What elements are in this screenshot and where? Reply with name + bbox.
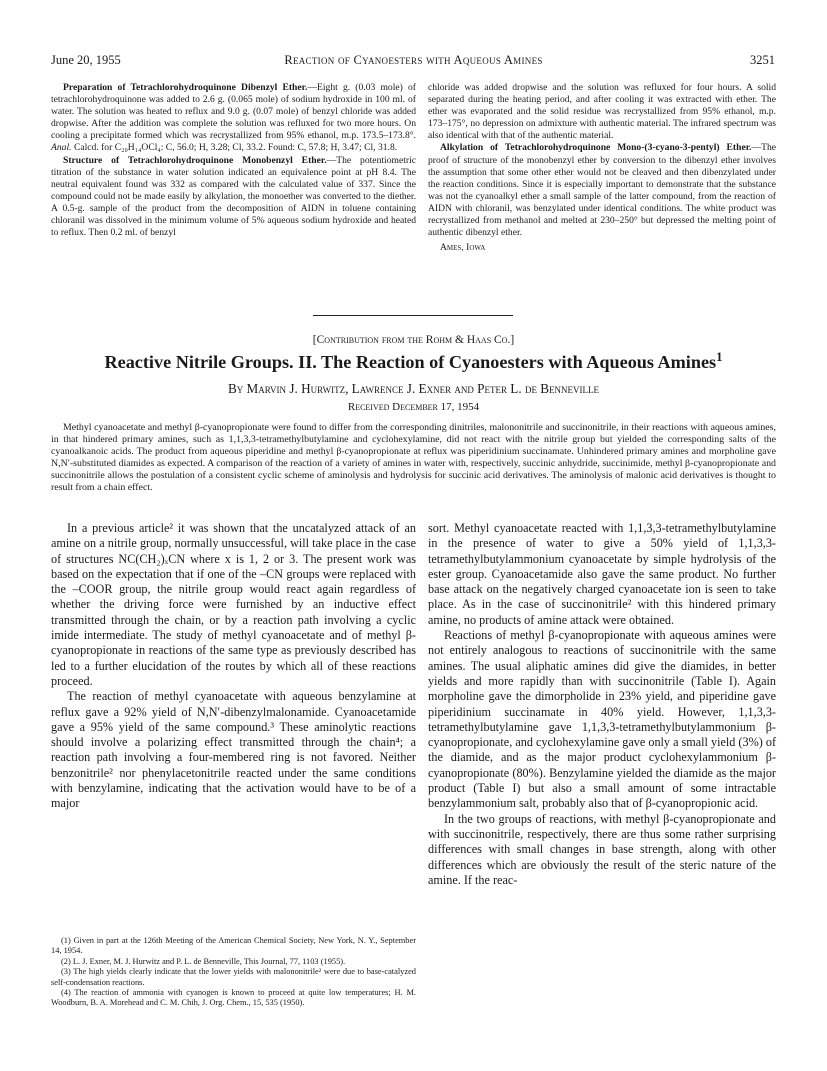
paragraph: Reactions of methyl β-cyanopropionate with aqueous amines were not entirely analogous to reactions of succinonitrile with the same amines. The usual aliphatic amines did give the diamides, in better yields and more rapidly than with succinonitrile (Table I). Again morpholine gave the dimorpholide in 23% yield, and piperidine gave piperidinium succinamate in 40% yield. However, 1,1,3,3-tetramethylbutylamine gave 1,1,3,3-tetramethylbutylammonium β-cyanopropionate, and cyclohexylamine gave only a small yield (3%) of the diamide, and as the major product cyclohexylammonium β-cyanopropionate (80%). Benzylamine yielded the diamide as the major product (Table I) but also a small amount of some intractable benzylammonium salt, probably also that of β-cyanopropionic acid.: [428, 628, 776, 811]
body-right-column: [428, 521, 776, 888]
top-left-column: [51, 82, 416, 239]
section-heading: Preparation of Tetrachlorohydroquinone Dibenzyl Ether.: [63, 82, 308, 93]
footnote: (2) L. J. Exner, M. J. Hurwitz and P. L. de Benneville, This Journal, 77, 1103 (1955).: [61, 956, 346, 966]
paragraph-text: —The potentiometric titration of the substance in water solution indicated an equivalence point at pH 8.4. The neutral equivalent found was 332 as compared with the calculated value of 337. Since the compound could not be made easily by alkylation, the monoether was converted to the diether. A 0.5-g. sample of the product from the decomposition of AIDN in toluene containing chloranil was dissolved in the minimum volume of 5% aqueous sodium hydroxide and heated to reflux. Then 0.2 ml. of benzyl: [51, 154, 416, 239]
section-heading: Structure of Tetrachlorohydroquinone Monobenzyl Ether.: [63, 154, 327, 166]
running-title: Reaction of Cyanoesters with Aqueous Amines: [284, 53, 543, 67]
abstract: [51, 422, 776, 494]
article-title: [0, 349, 827, 373]
page-number: 3251: [750, 53, 775, 67]
separator-rule: [313, 315, 513, 316]
title-text: Reactive Nitrile Groups. II. The Reaction of Cyanoesters with Aqueous Amines: [104, 352, 717, 372]
paragraph: chloride was added dropwise and the solution was refluxed for four hours. A solid separated during the heating period, and after cooling it was extracted with ether. The ether was evaporated and the solid residue was recrystallized from 95% ethanol, m.p. 173–175°, no depression on admixture with authentic material. The infrared spectrum was also identical with that of the authentic material.: [428, 82, 776, 142]
paragraph-text: —The proof of structure of the monobenzyl ether by conversion to the dibenzyl ether involves the assumption that some other ether would not be cleaved and then dibenzylated under the reaction conditions. Since it is especially important to demonstrate that the substance was not the cyanoalkyl ether a small sample of the latter compound, from the reaction of AIDN with chloranil, was benzylated under identical conditions. The white product was recrystallized from methanol and melted at 230–250° but depressed the melting point of authentic dibenzyl ether.: [428, 142, 776, 239]
paragraph-text: Calcd. for C₂₀H₁₄OCl₄: C, 56.0; H, 3.28; Cl, 33.2. Found: C, 57.8; H, 3.47; Cl, 31.8.: [73, 142, 398, 154]
footnotes: [51, 936, 416, 1009]
paragraph: [51, 155, 416, 240]
footnote: (3) The high yields clearly indicate that the lower yields with malononitrile² were due to base-catalyzed self-condensation reactions.: [51, 967, 416, 987]
paragraph: In a previous article² it was shown that the uncatalyzed attack of an amine on a nitrile group, normally unsuccessful, will take place in the case of structures NC(CH₂)ₓCN where x is 1, 2 or 3. The present work was based on the expectation that if one of the –CN groups were replaced with the –COOR group, the nitrile group would react again regardless of whether the driving force were furnished by an inductive effect transmitted through the chain, or by a reaction path involving a cyclic imide intermediate. The study of methyl cyanoacetate and of methyl β-cyanopropionate in reactions of the same type as previously described has led to a further elucidation of the routes by which all of these reactions proceed.: [51, 521, 416, 688]
anal-label: Anal.: [51, 142, 72, 154]
footnote: (1) Given in part at the 126th Meeting of the American Chemical Society, New York, N. Y., September 14, 1954.: [51, 936, 416, 956]
paragraph-text: —Eight g. (0.03 mole) of tetrachlorohydroquinone was added to 2.6 g. (0.065 mole) of sodium hydroxide in 100 ml. of water. The solution was heated to reflux and 9.0 g. (0.07 mole) of benzyl chloride was added dropwise. After the addition was complete the solution was refluxed for two more hours. On cooling a precipitate formed which was recrystallized from 95% ethanol, m.p. 173.5–173.8°.: [51, 82, 416, 142]
footnote: (4) The reaction of ammonia with cyanogen is known to proceed at quite low temperatures; H. M. Woodburn, B. A. Morehead and C. M. Chih, J. Org. Chem., 15, 535 (1950).: [51, 988, 416, 1008]
abstract-text: Methyl cyanoacetate and methyl β-cyanopropionate were found to differ from the corresponding dinitriles, malononitrile and succinonitrile, in their reactions with aqueous amines, in that hindered primary amines, such as 1,1,3,3-tetramethylbutylamine and cyclohexylamine, did not react with the nitrile group but yielded the corresponding salts of the cyanoalkanoic acids. The product from aqueous piperidine and methyl β-cyanopropionate at reflux was piperidinium succinamate. Unhindered primary amines and morpholine gave N,N′-substituted diamides as expected. A comparison of the reaction of a variety of amines in water with, respectively, succinic anhydride, succinimide, methyl β-cyanopropionate and succinonitrile allows the postulation of a consistent cyclic scheme of aminolysis and hydrolysis for succinic acid derivatives. The aminolysis of malonic acid derivatives is thought to result from a chain effect.: [51, 422, 776, 493]
received-date: Received December 17, 1954: [347, 401, 480, 413]
paragraph: [51, 82, 416, 155]
paragraph: The reaction of methyl cyanoacetate with aqueous benzylamine at reflux gave a 92% yield of N,N′-dibenzylmalonamide. Cyanoacetamide gave a 95% yield of the same compound.³ These aminolytic reactions should involve a polarizing effect transmitted through the chain⁴; a reaction path involving a four-membered ring is not favored. Neither benzonitrile² nor phenylacetonitrile reacted under the same conditions with benzylamine, indicating that the activation would have to be of a major: [51, 689, 416, 811]
contribution-line: [Contribution from the Rohm & Haas Co.]: [312, 334, 515, 346]
location: Ames, Iowa: [440, 242, 486, 254]
authors: By Marvin J. Hurwitz, Lawrence J. Exner and Peter L. de Benneville: [227, 381, 600, 396]
top-right-column: [428, 82, 776, 254]
header-date: June 20, 1955: [51, 53, 121, 67]
paragraph: In the two groups of reactions, with methyl β-cyanopropionate and with succinonitrile, respectively, there are thus some rather surprising differences with small changes in base strength, along with other differences which are obviously the result of the steric nature of the amine. If the reac-: [428, 811, 776, 887]
section-heading: Alkylation of Tetrachlorohydroquinone Mono-(3-cyano-3-pentyl) Ether.: [440, 142, 752, 154]
paragraph: sort. Methyl cyanoacetate reacted with 1,1,3,3-tetramethylbutylamine in the presence of water to give a 50% yield of 1,1,3,3-tetramethylbutylammonium cyanoacetate by simple hydrolysis of the ester group. Cyanoacetamide also gave the same product. No further base attack on the negatively charged cyanoacetate ion is seen to take place. As in the case of succinonitrile² with this hindered primary amine, no products of amine attack were obtained.: [428, 521, 776, 627]
paragraph: [428, 142, 776, 239]
body-left-column: [51, 521, 416, 812]
title-footnote-mark: 1: [716, 349, 723, 364]
